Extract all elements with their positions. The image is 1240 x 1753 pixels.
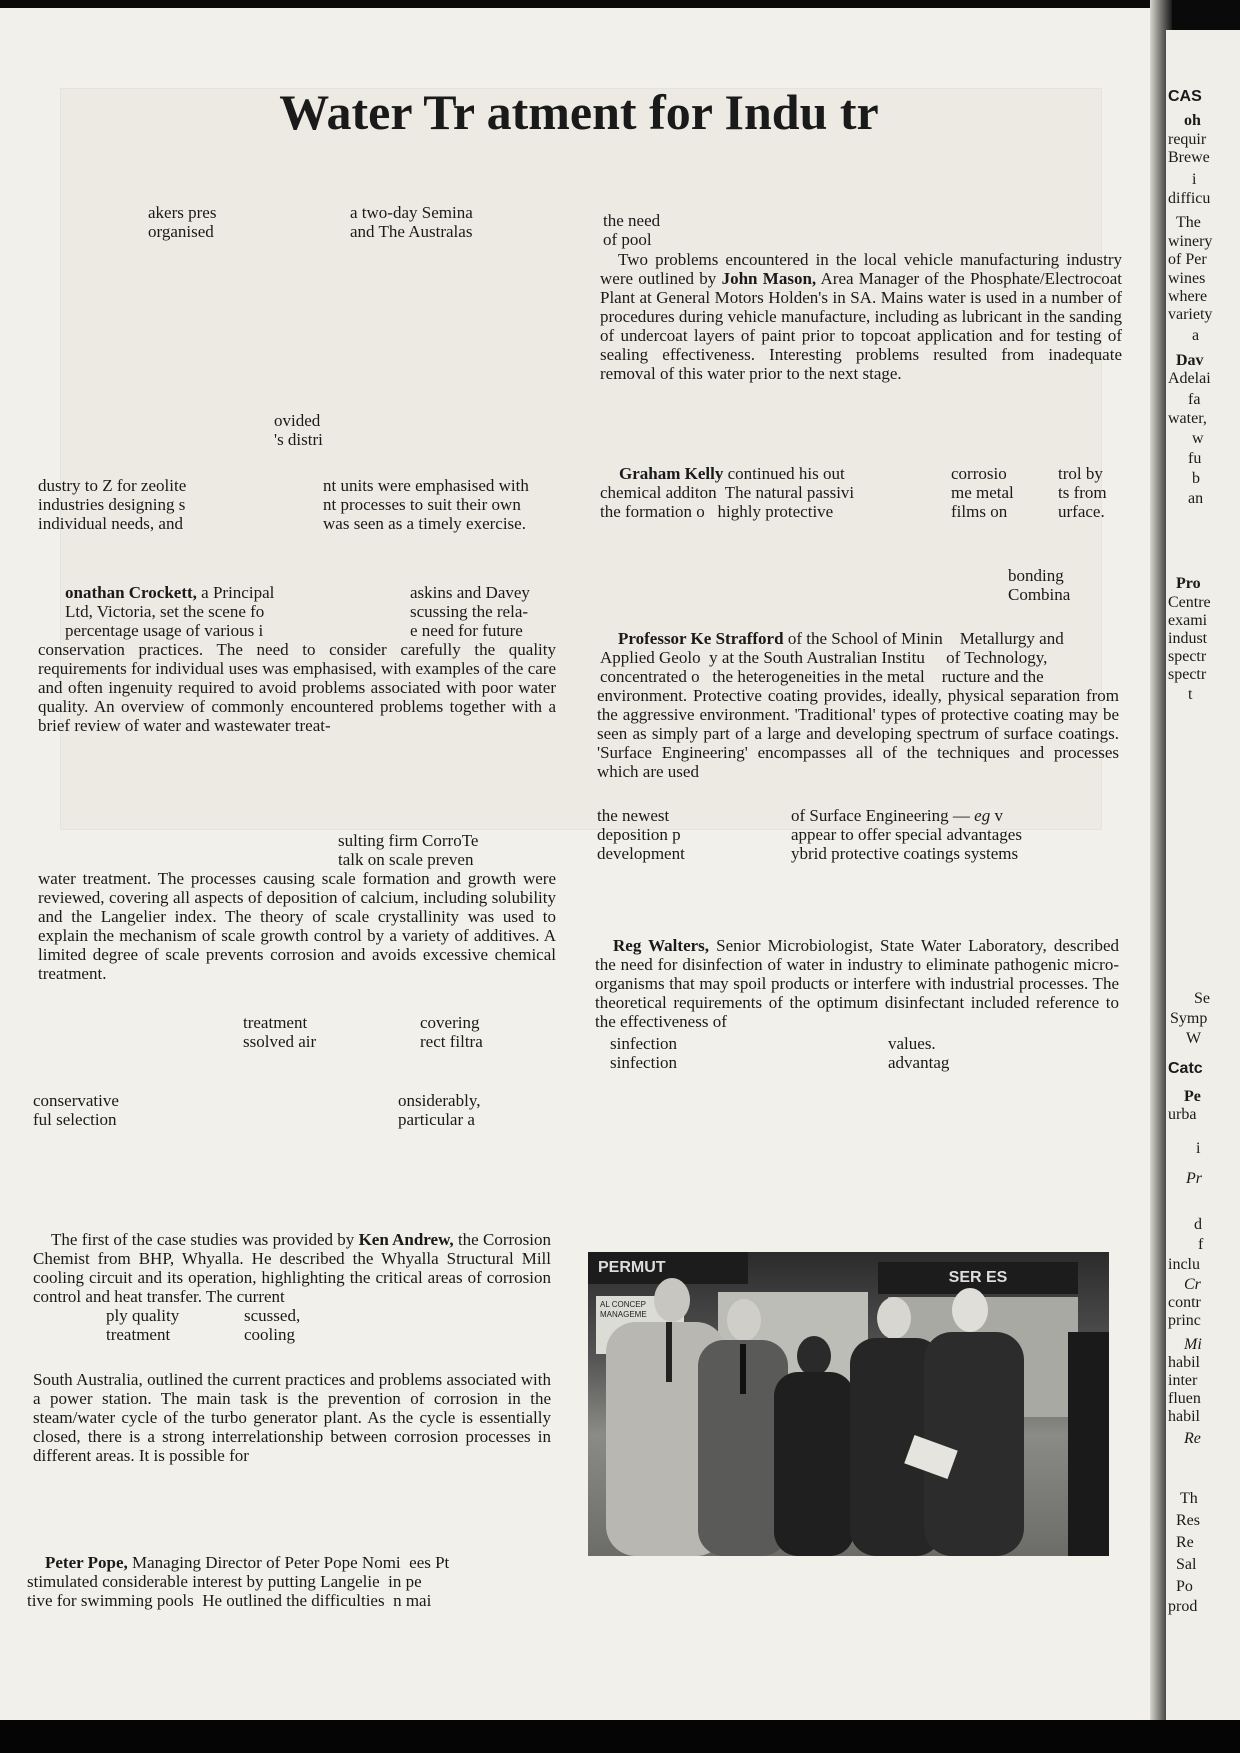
text-fragment: akers pres organised — [148, 203, 217, 241]
next-page-text: Sal — [1176, 1556, 1197, 1573]
next-page-text: Symp — [1170, 1010, 1208, 1027]
strafford-line: Professor Ke Strafford of the School of Minin Metallurgy and — [618, 629, 1064, 648]
text-fragment: ply quality treatment — [106, 1306, 180, 1344]
speaker-name: Professor Ke — [618, 629, 712, 648]
mason-paragraph: Two problems encountered in the local vehicle manufacturing industry were outlined by John Mason, Area Manager of the Phosphate/Electrocoat Plant at General Motors Holden's in SA. Mains water is used in a number of procedures during vehicle manufacture, including as lubricant in the sanding of undercoat layers of paint prior to topcoat application and for testing of sealing effectiveness. Interesting problems resulted from inadequate removal of this water prior to the next stage. — [600, 250, 1122, 383]
next-page-text: Re — [1184, 1430, 1201, 1447]
next-page-text: habil — [1168, 1408, 1200, 1425]
text-fragment: askins and Davey scussing the rela- e need for future — [410, 583, 530, 640]
next-page-text: f — [1198, 1236, 1204, 1253]
strafford-line: concentrated o the heterogeneities in the metal ructure and the — [600, 667, 1044, 686]
text-fragment: trol by ts from urface. — [1058, 464, 1107, 521]
pope-line: tive for swimming pools He outlined the difficulties n mai — [27, 1591, 432, 1610]
speaker-name: Reg Walters, — [613, 936, 710, 955]
walters-paragraph: Reg Walters, Senior Microbiologist, State Water Laboratory, described the need for disinfection of water in industry to eliminate pathogenic micro-organisms that may spoil products or interfere with industrial processes. The theoretical requirements of the optimum disinfectant included reference to the effectiveness of — [595, 936, 1119, 1031]
next-page-text: Mi — [1184, 1336, 1202, 1353]
speaker-name: Peter Pope, — [45, 1553, 128, 1572]
next-page-text: Dav — [1176, 352, 1204, 369]
text-fragment: sulting firm CorroTe talk on scale preven — [338, 831, 479, 869]
next-page-text: inclu — [1168, 1256, 1200, 1273]
crockett-paragraph: conservation practices. The need to consider carefully the quality requirements for individual uses was emphasised, with examples of the care and often ingenuity required to avoid problems associated with poor water quality. An overview of commonly encountered problems together with a brief review of water and wastewater treat- — [38, 640, 556, 735]
power-station-paragraph: South Australia, outlined the current practices and problems associated with a power station. The main task is the prevention of corrosion in the steam/water cycle of the turbo generator plant. As the cycle is essentially closed, there is a strong interrelationship between corrosion processes in different areas. It is possible for — [33, 1370, 551, 1465]
speaker-name: Strafford — [715, 629, 784, 648]
next-page-text: Re — [1176, 1534, 1194, 1551]
text-fragment: covering rect filtra — [420, 1013, 483, 1051]
next-page-text: fluen — [1168, 1390, 1201, 1407]
next-page-text: i — [1192, 171, 1197, 188]
text-fragment: corrosio me metal films on — [951, 464, 1014, 521]
scale-paragraph: water treatment. The processes causing scale formation and growth were reviewed, covering all aspects of deposition of calcium, including solubility and the Langelier index. The theory of scale crystallinity was used to explain the mechanism of scale growth control by a variety of additives. A limited degree of scale prevents corrosion and avoids excessive chemical treatment. — [38, 869, 556, 983]
speaker-name: John Mason, — [721, 269, 817, 288]
next-page-text: urba — [1168, 1106, 1197, 1123]
next-page-text: princ — [1168, 1312, 1201, 1329]
text-fragment: ovided 's distri — [274, 411, 323, 449]
article-title: Water Tr atment for Indu tr — [279, 84, 879, 140]
pope-line: stimulated considerable interest by putting Langelie in pe — [27, 1572, 422, 1591]
next-page-text: oh — [1184, 112, 1201, 129]
next-page-text: an — [1188, 490, 1204, 507]
next-page-text: The — [1176, 214, 1201, 231]
andrew-paragraph: The first of the case studies was provided by Ken Andrew, the Corrosion Chemist from BHP, Whyalla. He described the Whyalla Structural Mill cooling circuit and its operation, highlighting the critical areas of corrosion control and heat transfer. The current — [33, 1230, 552, 1306]
next-page-text: contr — [1168, 1294, 1201, 1311]
next-page-text: indust — [1168, 630, 1208, 647]
person-3 — [774, 1372, 854, 1556]
next-page-text: fu — [1188, 450, 1202, 467]
next-page-text: spectr — [1168, 648, 1207, 665]
permutit-sign: PERMUT — [588, 1252, 748, 1284]
group-photo — [588, 1252, 1109, 1556]
text-fragment: onsiderably, particular a — [398, 1091, 481, 1129]
next-page-text: inter — [1168, 1372, 1198, 1389]
text-fragment: the need of pool — [603, 211, 661, 249]
next-page-text: spectr — [1168, 666, 1207, 683]
next-page-text: requir — [1168, 131, 1207, 148]
next-page-text: Po — [1176, 1578, 1193, 1595]
next-page-text: wines — [1168, 270, 1206, 287]
next-page-text: Th — [1180, 1490, 1198, 1507]
next-page-text: i — [1196, 1140, 1201, 1157]
strafford-line: Applied Geolo y at the South Australian Institu of Technology, — [600, 648, 1048, 667]
next-page-text: Cr — [1184, 1276, 1201, 1293]
text-fragment: scussed, cooling — [244, 1306, 301, 1344]
next-page-text: variety — [1168, 306, 1213, 323]
crockett-intro: onathan Crockett, a Principal Ltd, Victoria, set the scene fo percentage usage of various i — [65, 583, 275, 640]
text-fragment: treatment ssolved air — [243, 1013, 317, 1051]
next-page-text: Pr — [1186, 1170, 1202, 1187]
next-page-text: a — [1192, 327, 1200, 344]
next-page-text: w — [1192, 430, 1204, 447]
next-page-text: fa — [1188, 391, 1201, 408]
next-page-text: Res — [1176, 1512, 1200, 1529]
speaker-name: Graham Kelly — [619, 464, 724, 483]
next-page-text: Pro — [1176, 575, 1201, 592]
next-page-heading: Catc — [1168, 1060, 1203, 1077]
display-placard: AL CONCEP MANAGEME — [596, 1296, 684, 1354]
next-page-text: water, — [1168, 410, 1207, 427]
text-fragment: the newest deposition p development — [597, 806, 685, 863]
people-figures — [588, 1252, 1109, 1556]
text-fragment: of Surface Engineering — eg v appear to offer special advantages ybrid protective coatings systems — [791, 806, 1022, 863]
next-page-text: habil — [1168, 1354, 1200, 1371]
next-page-text: of Per — [1168, 251, 1207, 268]
next-page-text: where — [1168, 288, 1208, 305]
text-fragment: sinfection sinfection — [610, 1034, 678, 1072]
scan-edge — [0, 1720, 1240, 1753]
next-page-text: prod — [1168, 1598, 1198, 1615]
text-fragment: a two-day Semina and The Australas — [350, 203, 473, 241]
speaker-name: Ken Andrew, — [358, 1230, 454, 1249]
pope-line: Peter Pope, Managing Director of Peter Pope Nomi ees Pt — [45, 1553, 450, 1572]
next-page-text: Centre — [1168, 594, 1211, 611]
strafford-paragraph: environment. Protective coating provides, ideally, physical separation from the aggressive environment. 'Traditional' types of protective coating may be seen as simply part of a large and developing spectrum of surface coatings. 'Surface Engineering' encompasses all of the techniques and processes which are used — [597, 686, 1119, 781]
next-page-text: exami — [1168, 612, 1208, 629]
next-page-text: W — [1186, 1030, 1202, 1047]
kelly-lines: Graham Kelly continued his out chemical additon The natural passivi the formation o highly protective — [600, 464, 855, 521]
next-page-heading: CAS — [1168, 88, 1202, 105]
next-page-text: Adelai — [1168, 370, 1211, 387]
next-page-text: Pe — [1184, 1088, 1201, 1105]
next-page-text: difficu — [1168, 190, 1211, 207]
next-page-edge — [1166, 30, 1240, 1720]
text-fragment: dustry to Z for zeolite industries designing s individual needs, and — [38, 476, 187, 533]
text-fragment: conservative ful selection — [33, 1091, 119, 1129]
speaker-name: onathan Crockett, — [65, 583, 197, 602]
next-page-text: t — [1188, 686, 1193, 703]
text-fragment: nt units were emphasised with nt processes to suit their own was seen as a timely exercise. — [323, 476, 529, 533]
next-page-text: winery — [1168, 233, 1213, 250]
next-page-text: d — [1194, 1216, 1202, 1233]
page — [0, 8, 1158, 1720]
services-sign: SER ES — [878, 1262, 1078, 1294]
next-page-text: Se — [1194, 990, 1210, 1007]
next-page-text: b — [1192, 470, 1200, 487]
text-fragment: bonding Combina — [1008, 566, 1071, 604]
text-fragment: values. advantag — [888, 1034, 950, 1072]
next-page-text: Brewe — [1168, 149, 1210, 166]
